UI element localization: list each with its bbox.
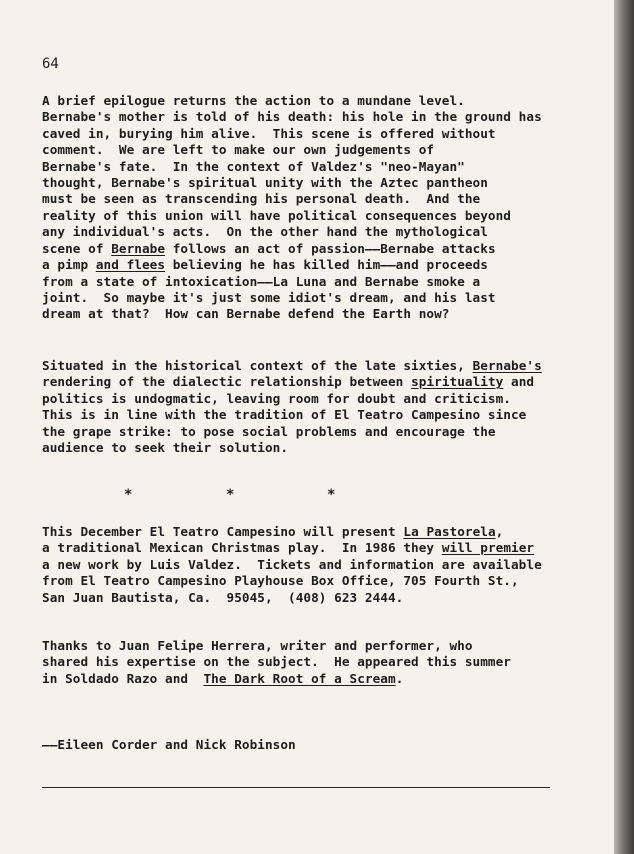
text-line: San Juan Bautista, Ca. 95045, (408) 623 2444. xyxy=(42,590,404,605)
text-line: must be seen as transcending his personal death. And the xyxy=(42,191,481,206)
text-line: the grape strike: to pose social problems and encourage the xyxy=(42,424,496,439)
author-signature: ——Eileen Corder and Nick Robinson xyxy=(42,737,296,752)
text-line: a pimp and flees believing he has killed him——and proceeds xyxy=(42,257,488,272)
page-number: 64 xyxy=(42,56,59,72)
underlined-title: Bernabe xyxy=(111,241,166,256)
text-line: from El Teatro Campesino Playhouse Box Office, 705 Fourth St., xyxy=(42,573,519,588)
underlined-title: spirituality xyxy=(411,374,504,389)
text-line: shared his expertise on the subject. He appeared this summer xyxy=(42,654,511,669)
text-line: politics is undogmatic, leaving room for doubt and criticism. xyxy=(42,391,511,406)
text-line: Bernabe's mother is told of his death: his hole in the ground has xyxy=(42,109,542,124)
footer-rule xyxy=(42,787,550,788)
underlined-title: and flees xyxy=(95,257,166,272)
text-line: This December El Teatro Campesino will present La Pastorela, xyxy=(42,524,504,539)
underlined-title: Bernabe's xyxy=(472,358,542,373)
text-line: audience to seek their solution. xyxy=(42,440,289,455)
underlined-title: will premier xyxy=(441,540,535,555)
underlined-title: La Pastorela xyxy=(403,524,496,539)
text-line: in Soldado Razo and The Dark Root of a Scream. xyxy=(42,671,404,686)
text-line: dream at that? How can Bernabe defend the Earth now? xyxy=(42,306,450,321)
text-line: reality of this union will have political consequences beyond xyxy=(42,208,511,223)
text-line: A brief epilogue returns the action to a mundane level. xyxy=(42,93,465,108)
text-line: joint. So maybe it's just some idiot's dream, and his last xyxy=(42,290,496,305)
text-line: caved in, burying him alive. This scene is offered without xyxy=(42,126,496,141)
book-spine-shadow xyxy=(614,0,634,854)
text-line: any individual's acts. On the other hand the mythological xyxy=(42,224,488,239)
asterisk: * xyxy=(124,487,133,503)
text-line: a new work by Luis Valdez. Tickets and information are available xyxy=(42,557,542,572)
text-line: This is in line with the tradition of El Teatro Campesino since xyxy=(42,407,527,422)
text-line: Bernabe's fate. In the context of Valdez's "neo-Mayan" xyxy=(42,159,465,174)
text-line: comment. We are left to make our own judgements of xyxy=(42,142,435,157)
text-line: a traditional Mexican Christmas play. In 1986 they will premier xyxy=(42,540,535,555)
text-line: Situated in the historical context of the late sixties, Bernabe's xyxy=(42,358,542,373)
text-line: thought, Bernabe's spiritual unity with the Aztec pantheon xyxy=(42,175,488,190)
text-line: rendering of the dialectic relationship between spirituality and xyxy=(42,374,535,389)
asterisk: * xyxy=(327,487,336,503)
underlined-title: The Dark Root of a Scream xyxy=(203,671,396,686)
text-line: scene of Bernabe follows an act of passion——Bernabe attacks xyxy=(42,241,496,256)
text-line: Thanks to Juan Felipe Herrera, writer and performer, who xyxy=(42,638,473,653)
asterisk: * xyxy=(226,487,235,503)
text-line: from a state of intoxication——La Luna and Bernabe smoke a xyxy=(42,274,481,289)
